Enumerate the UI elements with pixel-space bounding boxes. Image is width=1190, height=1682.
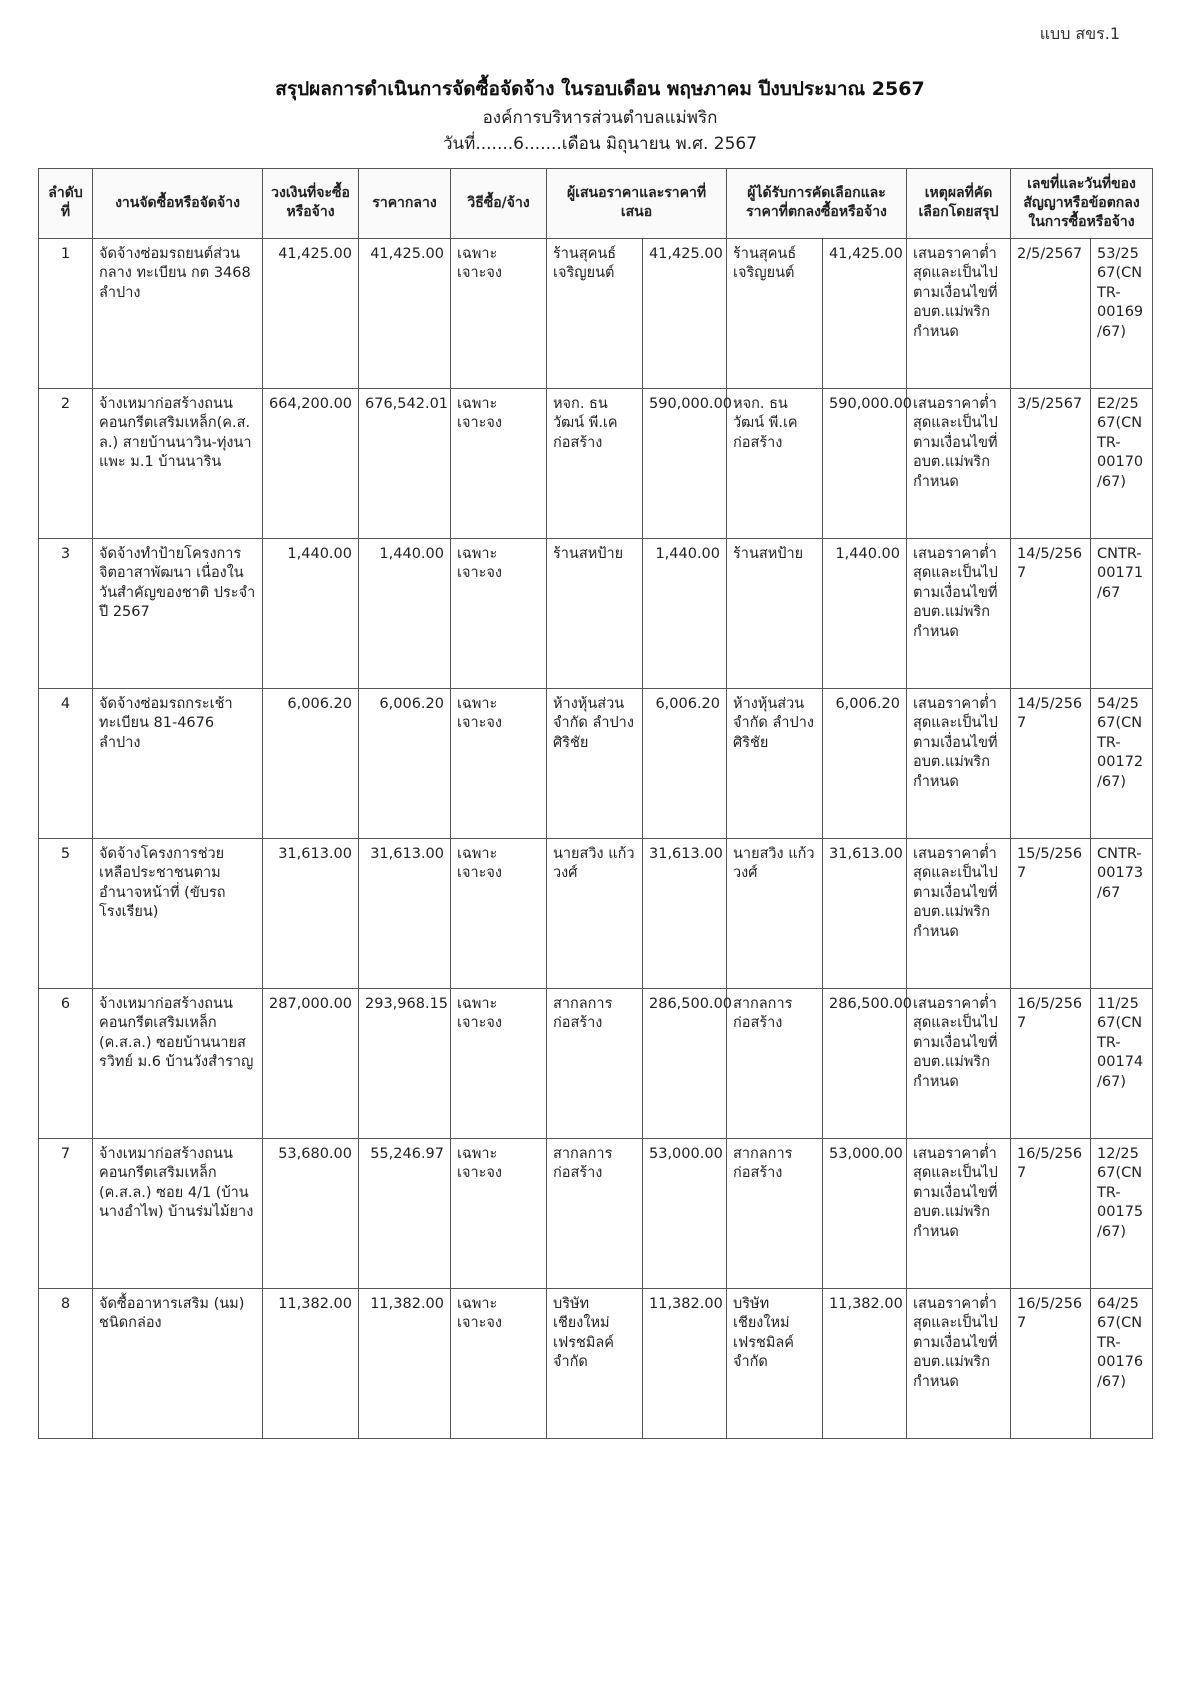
cell-bidder-price: 53,000.00 bbox=[643, 1138, 727, 1288]
cell-contract-no: E2/2567(CNTR-00170/67) bbox=[1091, 388, 1153, 538]
header-item: งานจัดซื้อหรือจัดจ้าง bbox=[93, 169, 263, 239]
cell-winner-name: สากลการก่อสร้าง bbox=[727, 988, 823, 1138]
cell-contract-no: 64/2567(CNTR-00176/67) bbox=[1091, 1288, 1153, 1438]
cell-bidder-name: ร้านสุคนธ์เจริญยนต์ bbox=[547, 238, 643, 388]
cell-item: จัดจ้างโครงการช่วยเหลือประชาชนตามอำนาจหน้าที่ (ขับรถโรงเรียน) bbox=[93, 838, 263, 988]
cell-contract-date: 14/5/2567 bbox=[1011, 688, 1091, 838]
procurement-table bbox=[38, 168, 1153, 1439]
cell-contract-date: 14/5/2567 bbox=[1011, 538, 1091, 688]
cell-contract-date: 3/5/2567 bbox=[1011, 388, 1091, 538]
cell-bidder-name: ห้างหุ้นส่วนจำกัด ลำปางศิริชัย bbox=[547, 688, 643, 838]
cell-budget: 31,613.00 bbox=[263, 838, 359, 988]
table-row bbox=[39, 538, 1153, 688]
report-date: วันที่.......6.......เดือน มิถุนายน พ.ศ. 2567 bbox=[442, 134, 758, 154]
cell-winner-name: ร้านสหป้าย bbox=[727, 538, 823, 688]
cell-contract-no: 12/2567(CNTR-00175/67) bbox=[1091, 1138, 1153, 1288]
table-row bbox=[39, 1138, 1153, 1288]
cell-median: 31,613.00 bbox=[359, 838, 451, 988]
cell-contract-no: 53/2567(CNTR-00169/67) bbox=[1091, 238, 1153, 388]
cell-reason: เสนอราคาต่ำสุดและเป็นไปตามเงื่อนไขที่ อบต.แม่พริกกำหนด bbox=[907, 1288, 1011, 1438]
table-row bbox=[39, 688, 1153, 838]
cell-contract-no: 54/2567(CNTR-00172/67) bbox=[1091, 688, 1153, 838]
table-header-row bbox=[39, 169, 1153, 239]
cell-contract-date: 16/5/2567 bbox=[1011, 988, 1091, 1138]
cell-bidder-price: 41,425.00 bbox=[643, 238, 727, 388]
cell-winner-price: 41,425.00 bbox=[823, 238, 907, 388]
cell-winner-name: ร้านสุคนธ์เจริญยนต์ bbox=[727, 238, 823, 388]
cell-reason: เสนอราคาต่ำสุดและเป็นไปตามเงื่อนไขที่ อบต.แม่พริกกำหนด bbox=[907, 238, 1011, 388]
cell-budget: 1,440.00 bbox=[263, 538, 359, 688]
header-reason: เหตุผลที่คัดเลือกโดยสรุป bbox=[907, 169, 1011, 239]
header-no: ลำดับที่ bbox=[39, 169, 93, 239]
cell-method: เฉพาะเจาะจง bbox=[451, 388, 547, 538]
cell-bidder-name: ร้านสหป้าย bbox=[547, 538, 643, 688]
cell-reason: เสนอราคาต่ำสุดและเป็นไปตามเงื่อนไขที่ อบต.แม่พริกกำหนด bbox=[907, 388, 1011, 538]
cell-bidder-name: หจก. ธนวัฒน์ พี.เค ก่อสร้าง bbox=[547, 388, 643, 538]
cell-bidder-name: นายสวิง แก้ววงศ์ bbox=[547, 838, 643, 988]
table-row bbox=[39, 838, 1153, 988]
cell-method: เฉพาะเจาะจง bbox=[451, 1288, 547, 1438]
cell-no: 2 bbox=[39, 388, 93, 538]
cell-item: จ้างเหมาก่อสร้างถนนคอนกรีตเสริมเหล็ก (ค.ส.ล.) ซอยบ้านนายสรวิทย์ ม.6 บ้านวังสำราญ bbox=[93, 988, 263, 1138]
cell-contract-date: 15/5/2567 bbox=[1011, 838, 1091, 988]
cell-budget: 287,000.00 bbox=[263, 988, 359, 1138]
cell-median: 6,006.20 bbox=[359, 688, 451, 838]
cell-winner-name: นายสวิง แก้ววงศ์ bbox=[727, 838, 823, 988]
cell-no: 1 bbox=[39, 238, 93, 388]
cell-winner-price: 31,613.00 bbox=[823, 838, 907, 988]
cell-no: 5 bbox=[39, 838, 93, 988]
cell-reason: เสนอราคาต่ำสุดและเป็นไปตามเงื่อนไขที่ อบต.แม่พริกกำหนด bbox=[907, 688, 1011, 838]
header-median: ราคากลาง bbox=[359, 169, 451, 239]
cell-method: เฉพาะเจาะจง bbox=[451, 238, 547, 388]
cell-reason: เสนอราคาต่ำสุดและเป็นไปตามเงื่อนไขที่ อบต.แม่พริกกำหนด bbox=[907, 1138, 1011, 1288]
cell-median: 11,382.00 bbox=[359, 1288, 451, 1438]
cell-method: เฉพาะเจาะจง bbox=[451, 838, 547, 988]
header-contract: เลขที่และวันที่ของสัญญาหรือข้อตกลงในการซื้อหรือจ้าง bbox=[1011, 169, 1153, 239]
cell-budget: 53,680.00 bbox=[263, 1138, 359, 1288]
cell-method: เฉพาะเจาะจง bbox=[451, 688, 547, 838]
cell-item: จัดจ้างซ่อมรถกระเช้า ทะเบียน 81-4676 ลำปาง bbox=[93, 688, 263, 838]
cell-item: จัดซื้ออาหารเสริม (นม) ชนิดกล่อง bbox=[93, 1288, 263, 1438]
cell-method: เฉพาะเจาะจง bbox=[451, 1138, 547, 1288]
cell-median: 55,246.97 bbox=[359, 1138, 451, 1288]
cell-median: 676,542.01 bbox=[359, 388, 451, 538]
cell-median: 293,968.15 bbox=[359, 988, 451, 1138]
table-row bbox=[39, 1288, 1153, 1438]
cell-budget: 6,006.20 bbox=[263, 688, 359, 838]
cell-no: 8 bbox=[39, 1288, 93, 1438]
header-method: วิธีซื้อ/จ้าง bbox=[451, 169, 547, 239]
cell-winner-price: 286,500.00 bbox=[823, 988, 907, 1138]
cell-bidder-price: 1,440.00 bbox=[643, 538, 727, 688]
cell-bidder-price: 11,382.00 bbox=[643, 1288, 727, 1438]
cell-method: เฉพาะเจาะจง bbox=[451, 988, 547, 1138]
cell-winner-name: หจก. ธนวัฒน์ พี.เค ก่อสร้าง bbox=[727, 388, 823, 538]
cell-item: จ้างเหมาก่อสร้างถนนคอนกรีตเสริมเหล็ก (ค.ส.ล.) ซอย 4/1 (บ้านนางอำไพ) บ้านร่มไม้ยาง bbox=[93, 1138, 263, 1288]
cell-bidder-name: สากลการก่อสร้าง bbox=[547, 1138, 643, 1288]
header-budget: วงเงินที่จะซื้อหรือจ้าง bbox=[263, 169, 359, 239]
cell-winner-name: ห้างหุ้นส่วนจำกัด ลำปางศิริชัย bbox=[727, 688, 823, 838]
cell-bidder-price: 31,613.00 bbox=[643, 838, 727, 988]
cell-contract-date: 16/5/2567 bbox=[1011, 1288, 1091, 1438]
cell-item: จ้างเหมาก่อสร้างถนนคอนกรีตเสริมเหล็ก(ค.ส.ล.) สายบ้านนาวิน-ทุ่งนาแพะ ม.1 บ้านนาริน bbox=[93, 388, 263, 538]
cell-bidder-price: 286,500.00 bbox=[643, 988, 727, 1138]
table-body bbox=[39, 238, 1153, 1438]
cell-contract-date: 2/5/2567 bbox=[1011, 238, 1091, 388]
header-winner: ผู้ได้รับการคัดเลือกและราคาที่ตกลงซื้อหรือจ้าง bbox=[727, 169, 907, 239]
page-title: สรุปผลการดำเนินการจัดซื้อจัดจ้าง ในรอบเดือน พฤษภาคม ปีงบประมาณ 2567 bbox=[275, 78, 925, 100]
cell-winner-price: 53,000.00 bbox=[823, 1138, 907, 1288]
cell-budget: 11,382.00 bbox=[263, 1288, 359, 1438]
cell-bidder-name: บริษัท เชียงใหม่เฟรชมิลค์ จำกัด bbox=[547, 1288, 643, 1438]
cell-winner-price: 590,000.00 bbox=[823, 388, 907, 538]
cell-winner-price: 11,382.00 bbox=[823, 1288, 907, 1438]
cell-winner-name: สากลการก่อสร้าง bbox=[727, 1138, 823, 1288]
cell-budget: 41,425.00 bbox=[263, 238, 359, 388]
cell-winner-price: 6,006.20 bbox=[823, 688, 907, 838]
cell-median: 41,425.00 bbox=[359, 238, 451, 388]
table-row bbox=[39, 388, 1153, 538]
cell-winner-price: 1,440.00 bbox=[823, 538, 907, 688]
cell-bidder-price: 590,000.00 bbox=[643, 388, 727, 538]
cell-reason: เสนอราคาต่ำสุดและเป็นไปตามเงื่อนไขที่ อบต.แม่พริกกำหนด bbox=[907, 838, 1011, 988]
agency-name: องค์การบริหารส่วนตำบลแม่พริก bbox=[482, 108, 718, 128]
cell-no: 3 bbox=[39, 538, 93, 688]
header-bidders: ผู้เสนอราคาและราคาที่เสนอ bbox=[547, 169, 727, 239]
cell-reason: เสนอราคาต่ำสุดและเป็นไปตามเงื่อนไขที่ อบต.แม่พริกกำหนด bbox=[907, 988, 1011, 1138]
cell-no: 6 bbox=[39, 988, 93, 1138]
cell-median: 1,440.00 bbox=[359, 538, 451, 688]
cell-winner-name: บริษัท เชียงใหม่เฟรชมิลค์ จำกัด bbox=[727, 1288, 823, 1438]
table-row bbox=[39, 238, 1153, 388]
cell-item: จัดจ้างซ่อมรถยนต์ส่วนกลาง ทะเบียน กต 3468 ลำปาง bbox=[93, 238, 263, 388]
cell-no: 4 bbox=[39, 688, 93, 838]
cell-contract-no: 11/2567(CNTR-00174/67) bbox=[1091, 988, 1153, 1138]
cell-reason: เสนอราคาต่ำสุดและเป็นไปตามเงื่อนไขที่ อบต.แม่พริกกำหนด bbox=[907, 538, 1011, 688]
cell-no: 7 bbox=[39, 1138, 93, 1288]
cell-contract-no: CNTR-00173/67 bbox=[1091, 838, 1153, 988]
table-row bbox=[39, 988, 1153, 1138]
cell-method: เฉพาะเจาะจง bbox=[451, 538, 547, 688]
form-code: แบบ สขร.1 bbox=[1039, 24, 1120, 43]
cell-bidder-price: 6,006.20 bbox=[643, 688, 727, 838]
cell-item: จัดจ้างทำป้ายโครงการจิตอาสาพัฒนา เนื่องในวันสำคัญของชาติ ประจำปี 2567 bbox=[93, 538, 263, 688]
cell-contract-date: 16/5/2567 bbox=[1011, 1138, 1091, 1288]
cell-bidder-name: สากลการก่อสร้าง bbox=[547, 988, 643, 1138]
cell-contract-no: CNTR-00171/67 bbox=[1091, 538, 1153, 688]
cell-budget: 664,200.00 bbox=[263, 388, 359, 538]
